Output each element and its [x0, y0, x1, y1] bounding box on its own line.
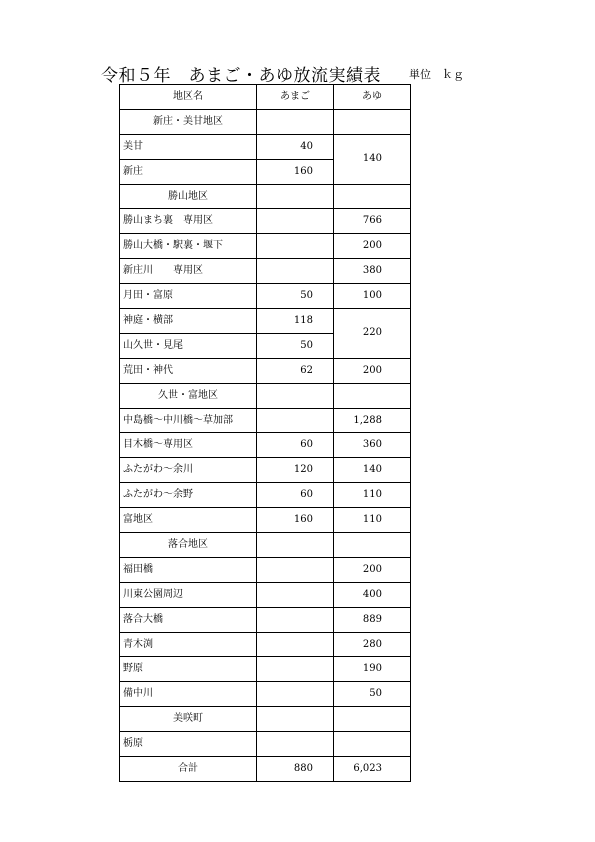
- table-row: [120, 732, 411, 757]
- ayu-value: 200: [334, 557, 411, 582]
- amago-cell: [257, 109, 334, 134]
- district-name: 勝山まち裏 専用区: [120, 209, 257, 234]
- amago-value: [257, 557, 334, 582]
- amago-value: 120: [257, 458, 334, 483]
- district-name: 中島橋～中川橋～草加部: [120, 408, 257, 433]
- ayu-value: 380: [334, 259, 411, 284]
- ayu-cell: [334, 533, 411, 558]
- ayu-value: 140: [334, 458, 411, 483]
- district-name: 落合大橋: [120, 607, 257, 632]
- ayu-value: 110: [334, 483, 411, 508]
- district-name: 新庄: [120, 159, 257, 184]
- district-name: 富地区: [120, 508, 257, 533]
- table-row: [120, 234, 411, 259]
- amago-cell: [257, 533, 334, 558]
- ayu-value: 400: [334, 582, 411, 607]
- amago-value: 160: [257, 508, 334, 533]
- table-row: [120, 582, 411, 607]
- amago-value: 118: [257, 309, 334, 334]
- table-row: [120, 508, 411, 533]
- amago-value: [257, 657, 334, 682]
- table-row: [120, 458, 411, 483]
- district-name: 目木橋～専用区: [120, 433, 257, 458]
- total-label: 合計: [120, 757, 257, 782]
- amago-value: [257, 234, 334, 259]
- header-ayu: あゆ: [334, 85, 411, 110]
- amago-value: 60: [257, 433, 334, 458]
- section-row: [120, 707, 411, 732]
- district-name: 野原: [120, 657, 257, 682]
- table-row: [120, 134, 411, 159]
- table-row: [120, 682, 411, 707]
- amago-value: [257, 209, 334, 234]
- ayu-value: 889: [334, 607, 411, 632]
- amago-value: [257, 259, 334, 284]
- ayu-value: 50: [334, 682, 411, 707]
- table-row: [120, 209, 411, 234]
- section-name: 美咲町: [120, 707, 257, 732]
- ayu-value: 360: [334, 433, 411, 458]
- district-name: ふたがわ～余川: [120, 458, 257, 483]
- amago-value: [257, 732, 334, 757]
- amago-value: 160: [257, 159, 334, 184]
- amago-value: 50: [257, 333, 334, 358]
- section-row: [120, 533, 411, 558]
- ayu-value: 1,288: [334, 408, 411, 433]
- section-name: 新庄・美甘地区: [120, 109, 257, 134]
- table-row: [120, 657, 411, 682]
- unit-label: 単位 ｋｇ: [409, 68, 464, 81]
- section-row: [120, 184, 411, 209]
- section-row: [120, 109, 411, 134]
- ayu-cell: [334, 184, 411, 209]
- table-row: [120, 309, 411, 334]
- amago-value: [257, 408, 334, 433]
- district-name: 青木渕: [120, 632, 257, 657]
- amago-value: 60: [257, 483, 334, 508]
- ayu-value: 110: [334, 508, 411, 533]
- header-amago: あまご: [257, 85, 334, 110]
- amago-value: [257, 582, 334, 607]
- amago-value: [257, 682, 334, 707]
- ayu-value: 280: [334, 632, 411, 657]
- table-row: [120, 433, 411, 458]
- district-name: 川東公園周辺: [120, 582, 257, 607]
- ayu-value: 190: [334, 657, 411, 682]
- amago-value: 40: [257, 134, 334, 159]
- table-row: [120, 259, 411, 284]
- district-name: 荒田・神代: [120, 358, 257, 383]
- ayu-value: 200: [334, 234, 411, 259]
- ayu-value: 6,023: [334, 757, 411, 782]
- amago-value: [257, 632, 334, 657]
- ayu-value: 220: [334, 309, 411, 359]
- table-row: [120, 483, 411, 508]
- section-name: 落合地区: [120, 533, 257, 558]
- amago-value: 62: [257, 358, 334, 383]
- district-name: 備中川: [120, 682, 257, 707]
- ayu-value: [334, 732, 411, 757]
- amago-cell: [257, 383, 334, 408]
- district-name: 美甘: [120, 134, 257, 159]
- release-table: [119, 84, 411, 782]
- district-name: ふたがわ～余野: [120, 483, 257, 508]
- table-row: [120, 557, 411, 582]
- ayu-cell: [334, 383, 411, 408]
- district-name: 栃原: [120, 732, 257, 757]
- table-row: [120, 632, 411, 657]
- amago-cell: [257, 184, 334, 209]
- total-row: [120, 757, 411, 782]
- ayu-value: 766: [334, 209, 411, 234]
- header-district: 地区名: [120, 85, 257, 110]
- table-row: [120, 284, 411, 309]
- district-name: 月田・富原: [120, 284, 257, 309]
- district-name: 山久世・見尾: [120, 333, 257, 358]
- table-row: [120, 408, 411, 433]
- table-row: [120, 607, 411, 632]
- district-name: 勝山大橋・駅裏・堰下: [120, 234, 257, 259]
- section-row: [120, 383, 411, 408]
- amago-value: [257, 607, 334, 632]
- table-row: [120, 358, 411, 383]
- district-name: 新庄川 専用区: [120, 259, 257, 284]
- district-name: 福田橋: [120, 557, 257, 582]
- ayu-value: 100: [334, 284, 411, 309]
- section-name: 久世・富地区: [120, 383, 257, 408]
- section-name: 勝山地区: [120, 184, 257, 209]
- page-title: 令和５年 あまご・あゆ放流実績表: [101, 66, 381, 86]
- amago-cell: [257, 707, 334, 732]
- ayu-cell: [334, 109, 411, 134]
- table-header-row: [120, 85, 411, 110]
- district-name: 神庭・横部: [120, 309, 257, 334]
- ayu-cell: [334, 707, 411, 732]
- ayu-value: 200: [334, 358, 411, 383]
- amago-value: 880: [257, 757, 334, 782]
- ayu-value: 140: [334, 134, 411, 184]
- amago-value: 50: [257, 284, 334, 309]
